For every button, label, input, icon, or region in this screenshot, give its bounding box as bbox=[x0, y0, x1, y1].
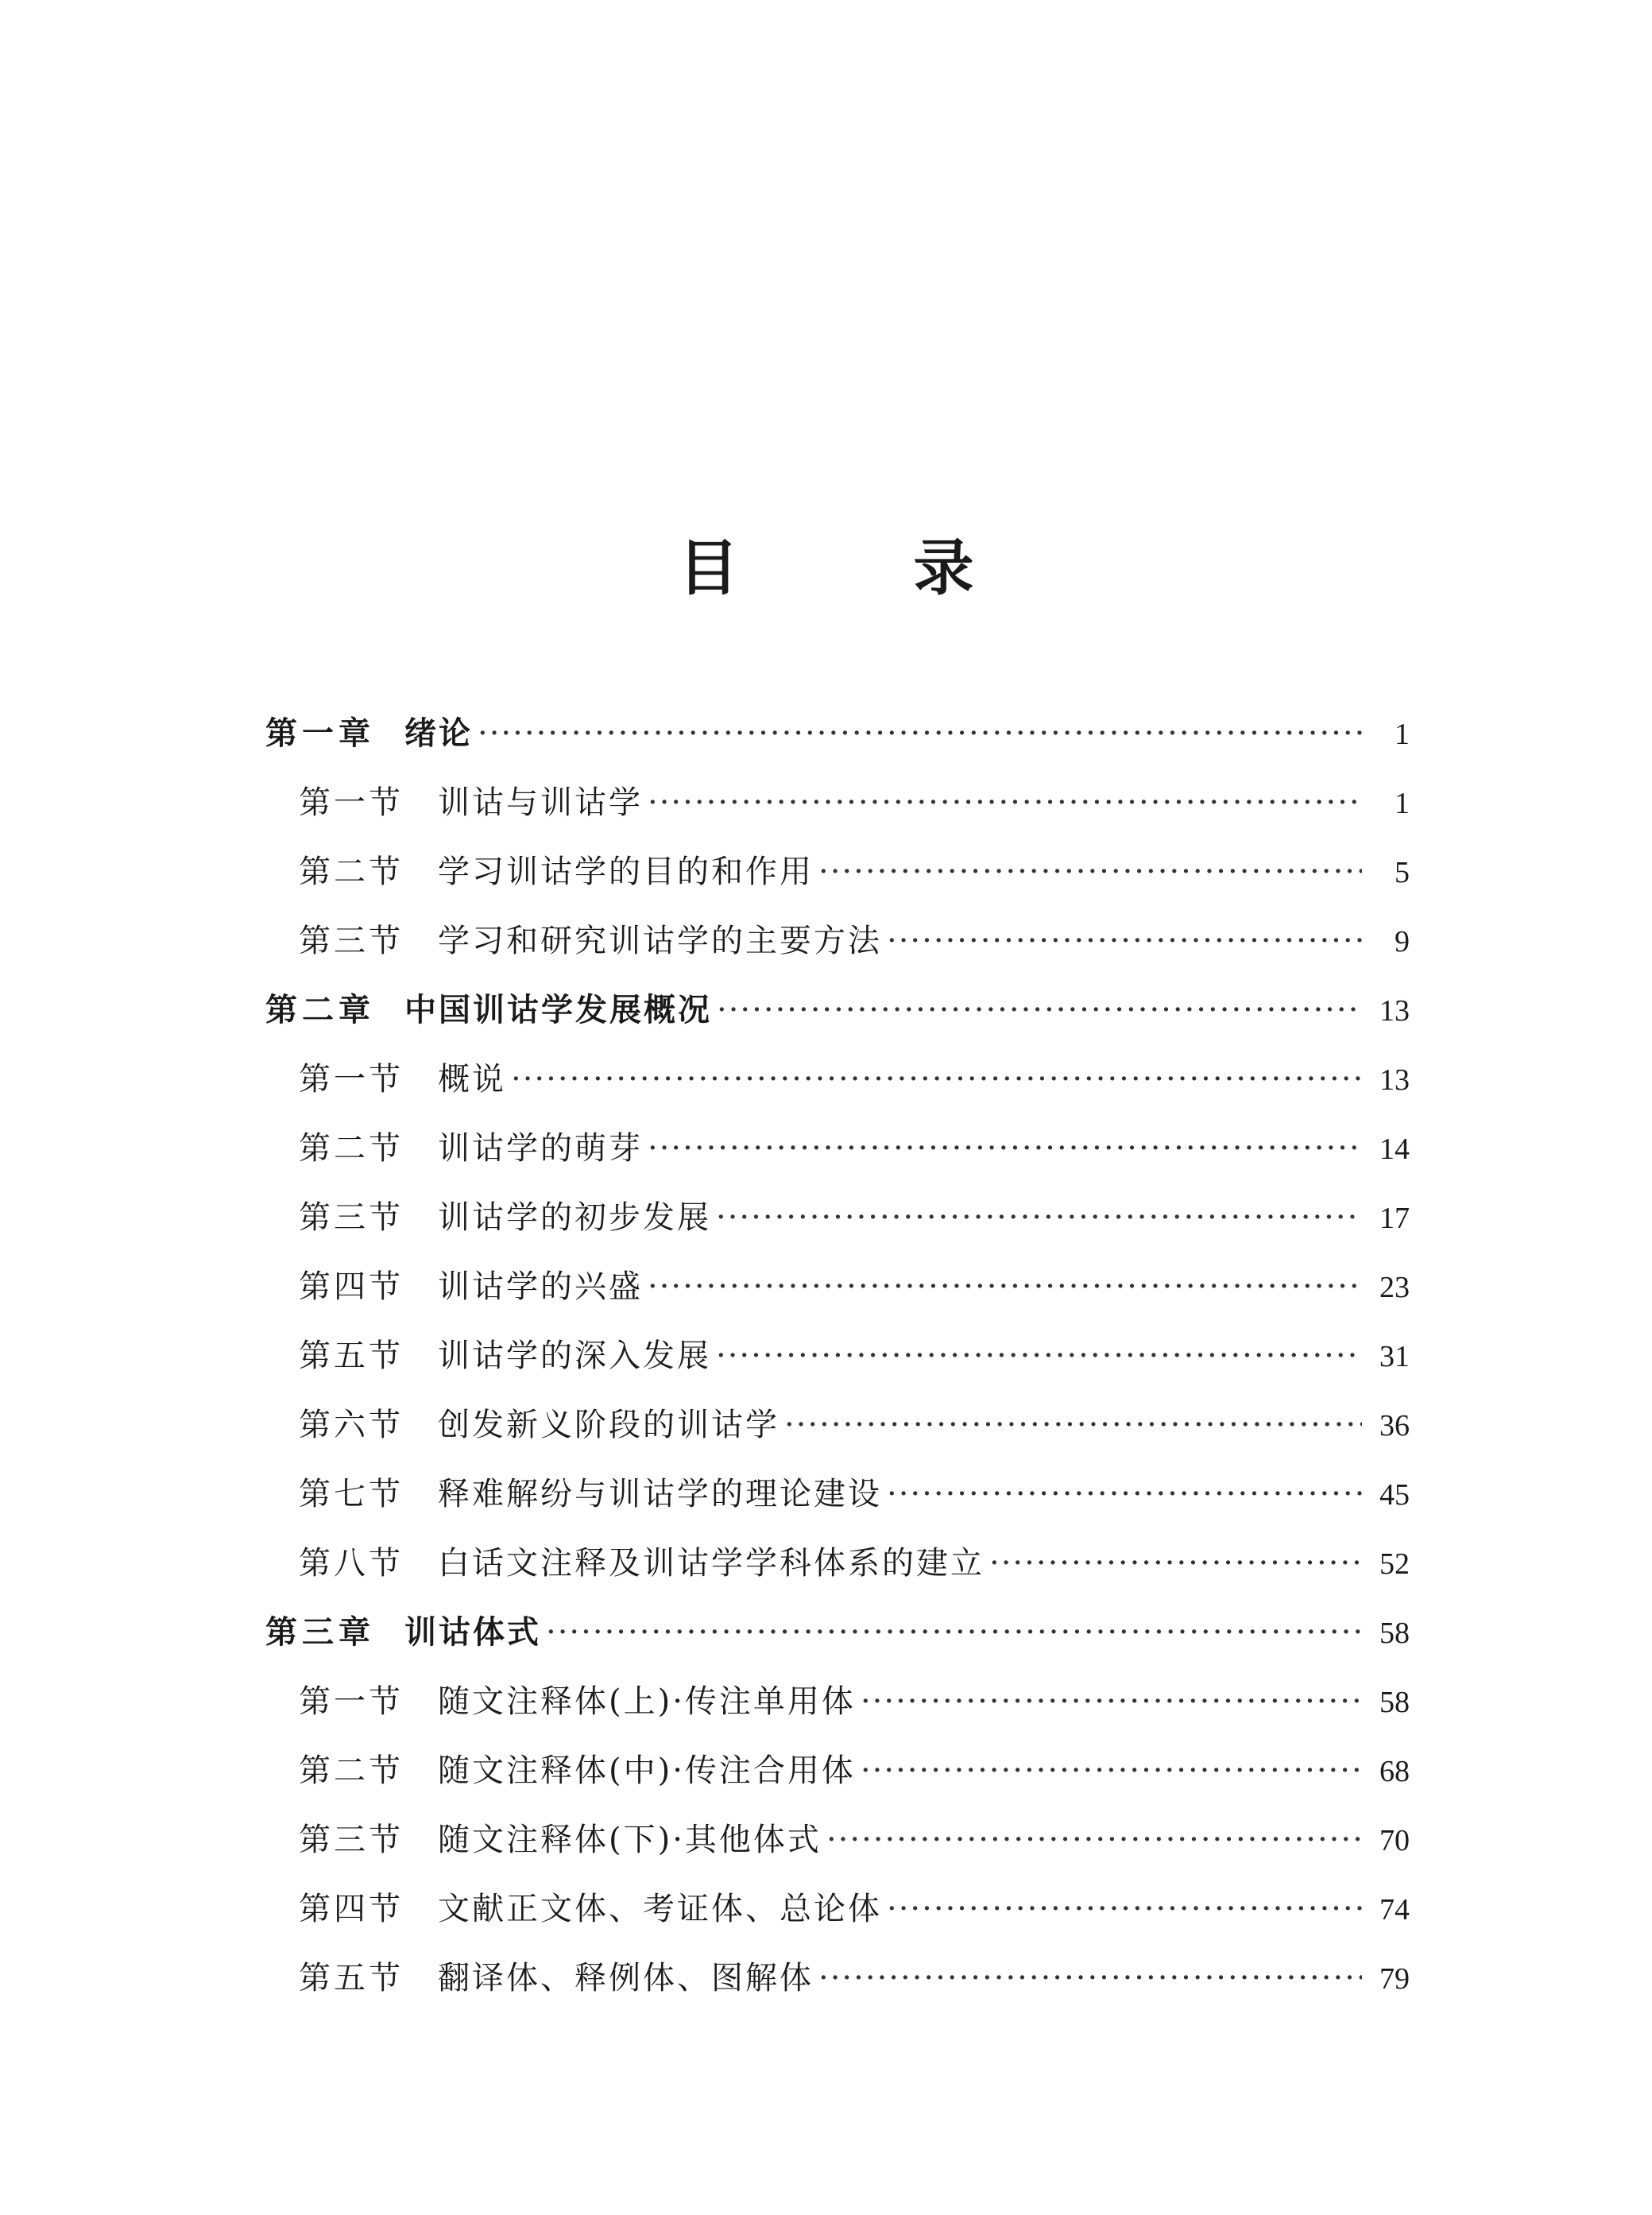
toc-section-title: 训诂学的初步发展 bbox=[438, 1199, 711, 1236]
toc-dot-leader bbox=[648, 769, 1362, 838]
toc-dot-leader bbox=[818, 1944, 1362, 2013]
toc-page-number: 23 bbox=[1379, 1271, 1410, 1304]
toc-section-row bbox=[265, 769, 1410, 838]
toc-dot-leader bbox=[716, 1322, 1362, 1391]
toc-section-label: 第一节 bbox=[299, 784, 404, 821]
toc-section-title: 文献正文体、考证体、总论体 bbox=[438, 1891, 882, 1927]
toc-dot-leader bbox=[887, 1875, 1362, 1944]
toc-dot-leader bbox=[826, 1806, 1362, 1875]
toc-chapter-row bbox=[265, 699, 1410, 769]
toc-page-number: 79 bbox=[1379, 1962, 1410, 1996]
toc-page-number: 52 bbox=[1379, 1547, 1410, 1581]
toc-page-number: 5 bbox=[1395, 856, 1410, 889]
toc-section-title: 概说 bbox=[438, 1061, 506, 1098]
toc-dot-leader bbox=[648, 1253, 1362, 1322]
toc-dot-leader bbox=[546, 1598, 1362, 1667]
toc-chapter-title: 训诂体式 bbox=[404, 1614, 541, 1651]
toc-section-row bbox=[265, 1183, 1410, 1253]
toc-dot-leader bbox=[861, 1737, 1362, 1806]
toc-section-label: 第三节 bbox=[299, 1822, 404, 1858]
toc-section-label: 第二节 bbox=[299, 854, 404, 890]
toc-page-number: 31 bbox=[1379, 1340, 1410, 1373]
toc-page-number: 13 bbox=[1379, 1063, 1410, 1097]
toc-section-label: 第三节 bbox=[299, 923, 404, 959]
toc-page-number: 9 bbox=[1395, 925, 1410, 958]
toc-page-number: 45 bbox=[1379, 1478, 1410, 1512]
toc-dot-leader bbox=[511, 1045, 1362, 1114]
table-of-contents bbox=[265, 699, 1410, 2013]
toc-section-label: 第二节 bbox=[299, 1130, 404, 1167]
toc-section-label: 第一节 bbox=[299, 1061, 404, 1098]
toc-section-row bbox=[265, 1737, 1410, 1806]
toc-section-row bbox=[265, 1253, 1410, 1322]
toc-section-label: 第七节 bbox=[299, 1476, 404, 1512]
toc-section-row bbox=[265, 1114, 1410, 1183]
toc-page-number: 36 bbox=[1379, 1409, 1410, 1442]
toc-chapter-label: 第一章 bbox=[265, 715, 375, 752]
toc-page-number: 58 bbox=[1379, 1686, 1410, 1719]
toc-section-title: 训诂学的萌芽 bbox=[438, 1130, 643, 1167]
toc-page-number: 70 bbox=[1379, 1824, 1410, 1857]
toc-dot-leader bbox=[861, 1667, 1362, 1737]
toc-chapter-row bbox=[265, 1598, 1410, 1667]
toc-section-label: 第五节 bbox=[299, 1338, 404, 1374]
toc-chapter-row bbox=[265, 976, 1410, 1045]
toc-section-row bbox=[265, 1667, 1410, 1737]
toc-dot-leader bbox=[989, 1529, 1362, 1598]
toc-section-row bbox=[265, 1806, 1410, 1875]
toc-dot-leader bbox=[478, 699, 1362, 769]
toc-section-row bbox=[265, 1529, 1410, 1598]
toc-dot-leader bbox=[818, 838, 1362, 907]
toc-section-label: 第四节 bbox=[299, 1268, 404, 1305]
toc-section-row bbox=[265, 1322, 1410, 1391]
toc-page-number: 17 bbox=[1379, 1202, 1410, 1235]
toc-section-title: 学习和研究训诂学的主要方法 bbox=[438, 923, 882, 959]
toc-section-row bbox=[265, 1045, 1410, 1114]
toc-section-title: 学习训诂学的目的和作用 bbox=[438, 854, 814, 890]
toc-dot-leader bbox=[716, 1183, 1362, 1253]
toc-section-title: 训诂学的深入发展 bbox=[438, 1338, 711, 1374]
toc-dot-leader bbox=[887, 1460, 1362, 1529]
toc-section-row bbox=[265, 1944, 1410, 2013]
toc-page-number: 74 bbox=[1379, 1893, 1410, 1927]
toc-dot-leader bbox=[648, 1114, 1362, 1183]
toc-dot-leader bbox=[887, 907, 1362, 976]
toc-chapter-label: 第三章 bbox=[265, 1614, 375, 1651]
toc-section-label: 第四节 bbox=[299, 1891, 404, 1927]
toc-page-number: 14 bbox=[1379, 1133, 1410, 1166]
toc-section-row bbox=[265, 838, 1410, 907]
toc-section-title: 创发新义阶段的训诂学 bbox=[438, 1407, 780, 1443]
toc-page-number: 58 bbox=[1379, 1617, 1410, 1650]
toc-chapter-title: 绪论 bbox=[404, 715, 473, 752]
toc-section-label: 第一节 bbox=[299, 1683, 404, 1720]
toc-section-row bbox=[265, 907, 1410, 976]
toc-section-title: 白话文注释及训诂学学科体系的建立 bbox=[438, 1545, 985, 1582]
toc-section-label: 第二节 bbox=[299, 1752, 404, 1789]
toc-section-row bbox=[265, 1460, 1410, 1529]
toc-section-title: 随文注释体(中)·传注合用体 bbox=[438, 1752, 856, 1789]
toc-dot-leader bbox=[784, 1391, 1362, 1460]
toc-section-title: 释难解纷与训诂学的理论建设 bbox=[438, 1476, 882, 1512]
toc-page-number: 1 bbox=[1395, 787, 1410, 820]
toc-section-label: 第三节 bbox=[299, 1199, 404, 1236]
toc-chapter-label: 第二章 bbox=[265, 992, 375, 1028]
page-title: 目 录 bbox=[678, 532, 1031, 603]
toc-section-row bbox=[265, 1391, 1410, 1460]
toc-section-title: 训诂学的兴盛 bbox=[438, 1268, 643, 1305]
toc-page-number: 68 bbox=[1379, 1755, 1410, 1788]
toc-section-title: 随文注释体(下)·其他体式 bbox=[438, 1822, 822, 1858]
toc-section-row bbox=[265, 1875, 1410, 1944]
toc-section-label: 第八节 bbox=[299, 1545, 404, 1582]
toc-dot-leader bbox=[717, 976, 1362, 1045]
toc-section-label: 第六节 bbox=[299, 1407, 404, 1443]
toc-chapter-title: 中国训诂学发展概况 bbox=[404, 992, 712, 1028]
toc-section-title: 翻译体、释例体、图解体 bbox=[438, 1960, 814, 1996]
toc-section-title: 训诂与训诂学 bbox=[438, 784, 643, 821]
toc-page-number: 1 bbox=[1395, 718, 1410, 751]
toc-page-number: 13 bbox=[1379, 994, 1410, 1028]
toc-section-title: 随文注释体(上)·传注单用体 bbox=[438, 1683, 856, 1720]
toc-section-label: 第五节 bbox=[299, 1960, 404, 1996]
